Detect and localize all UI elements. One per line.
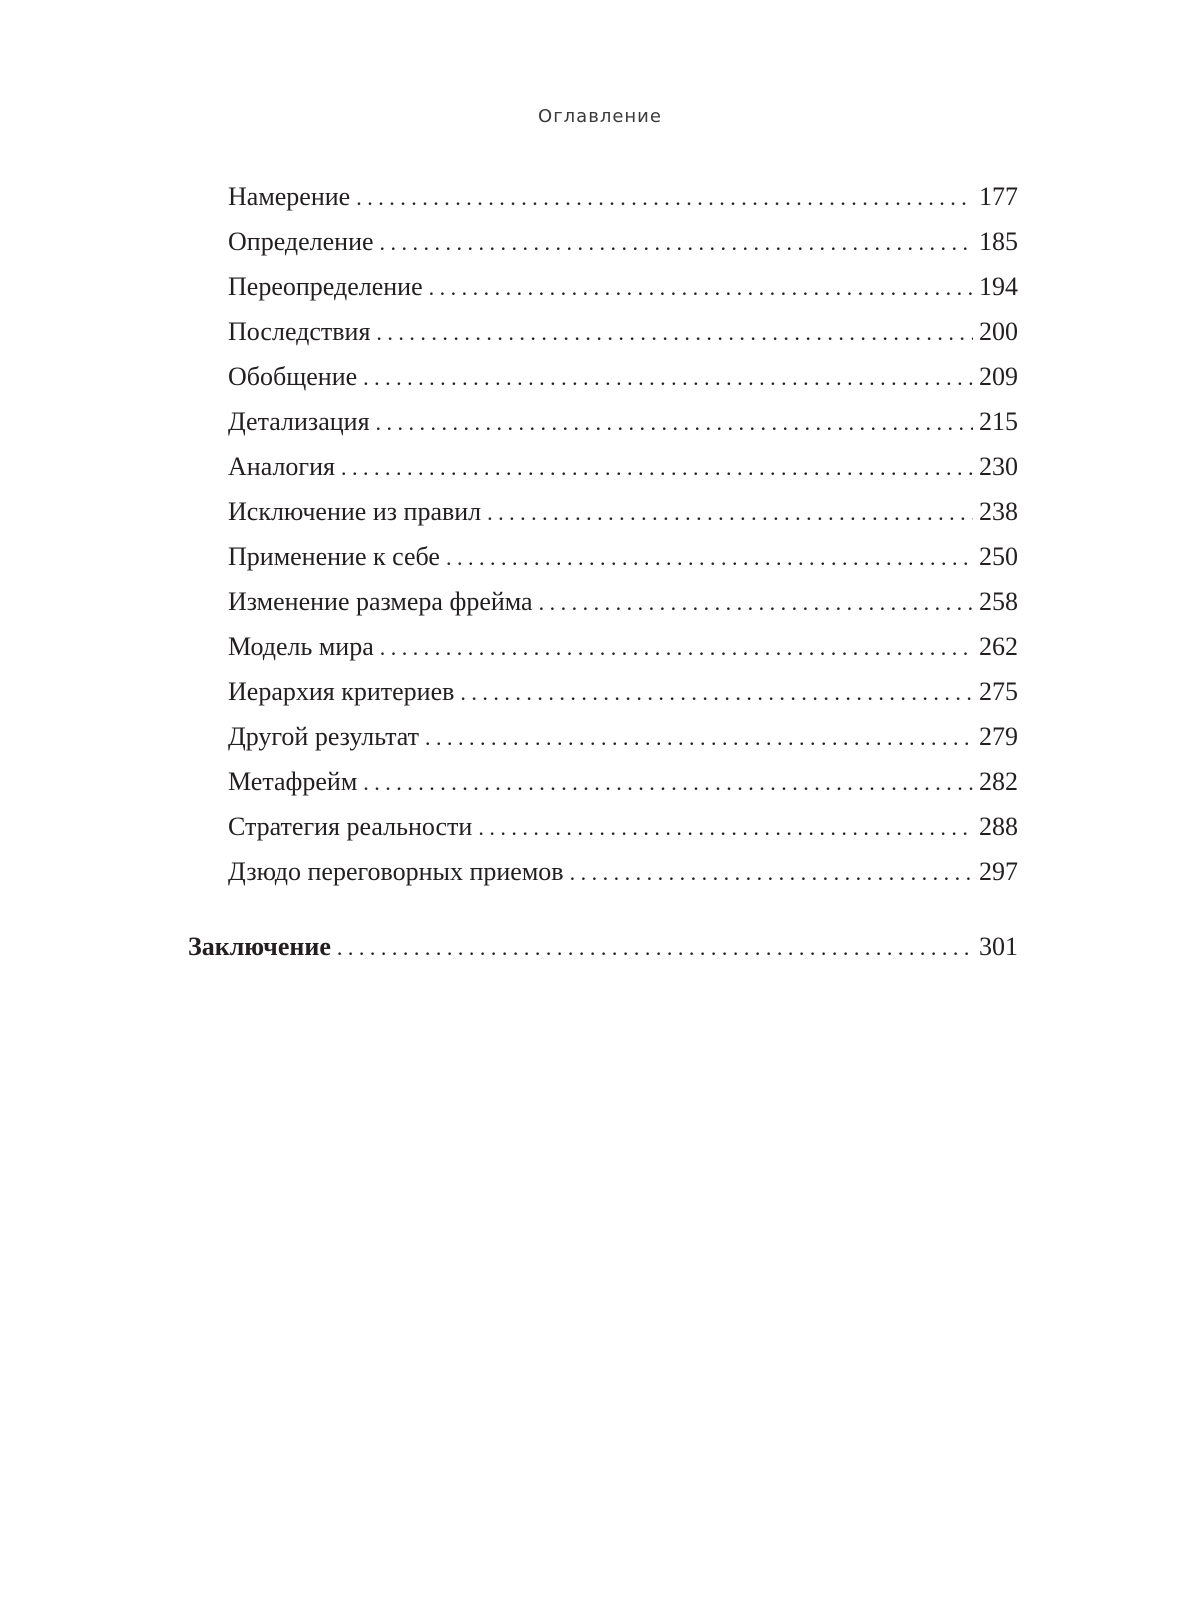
dot-leader (570, 857, 973, 888)
toc-entry[interactable] (228, 542, 1018, 573)
dot-leader (425, 722, 973, 753)
toc-entry-title: Намерение (228, 182, 351, 211)
toc-entry[interactable] (228, 272, 1018, 303)
toc-entry[interactable] (228, 812, 1018, 843)
toc-entry[interactable] (228, 767, 1018, 798)
dot-leader (478, 812, 973, 843)
toc-entry-page: 209 (979, 362, 1018, 391)
dot-leader (446, 542, 973, 573)
dot-leader (376, 317, 973, 348)
toc-entry-title: Другой результат (228, 722, 420, 751)
toc-entry[interactable] (228, 407, 1018, 438)
toc-entry[interactable] (228, 632, 1018, 663)
toc-entry-page: 194 (979, 272, 1018, 301)
toc-entry-title: Иерархия критериев (228, 677, 455, 706)
running-header: Оглавление (538, 106, 662, 127)
toc-entry[interactable] (228, 497, 1018, 528)
toc-entry[interactable] (228, 857, 1018, 888)
toc-entry[interactable] (228, 362, 1018, 393)
toc-entry-page: 275 (979, 677, 1018, 706)
toc-entry-page: 215 (979, 407, 1018, 436)
toc-entry-page: 250 (979, 542, 1018, 571)
toc-entry-title: Модель мира (228, 632, 374, 661)
toc-entry[interactable] (228, 227, 1018, 258)
toc-entry-conclusion[interactable] (188, 932, 1018, 963)
dot-leader (363, 767, 973, 798)
toc-entry-page: 297 (979, 857, 1018, 886)
toc-entry-title: Исключение из правил (228, 497, 482, 526)
dot-leader (460, 677, 973, 708)
toc-entry[interactable] (228, 722, 1018, 753)
toc-entry[interactable] (228, 587, 1018, 618)
dot-leader (363, 362, 973, 393)
toc-entry-title: Обобщение (228, 362, 358, 391)
toc-entry[interactable] (228, 677, 1018, 708)
toc-entry-page: 258 (979, 587, 1018, 616)
toc-entry-title: Определение (228, 227, 374, 256)
toc-entry-title: Дзюдо переговорных приемов (228, 857, 564, 886)
dot-leader (380, 632, 973, 663)
toc-entry-title: Аналогия (228, 452, 335, 481)
toc-entry-title: Метафрейм (228, 767, 358, 796)
toc-entry-title: Детализация (228, 407, 370, 436)
dot-leader (539, 587, 973, 618)
toc-entry-title: Применение к себе (228, 542, 440, 571)
dot-leader (380, 227, 973, 258)
toc-entry-page: 238 (979, 497, 1018, 526)
toc-entry[interactable] (228, 452, 1018, 483)
toc-entry-page: 301 (979, 932, 1018, 961)
toc-entry[interactable] (228, 182, 1018, 213)
toc-entry-page: 279 (979, 722, 1018, 751)
toc-entry-page: 185 (979, 227, 1018, 256)
toc-entry-page: 262 (979, 632, 1018, 661)
toc-entry-page: 230 (979, 452, 1018, 481)
dot-leader (487, 497, 973, 528)
toc-entry-title: Переопределение (228, 272, 423, 301)
dot-leader (341, 452, 973, 483)
toc-entry-title: Последствия (228, 317, 371, 346)
toc-entry-page: 282 (979, 767, 1018, 796)
dot-leader (376, 407, 973, 438)
toc-entry-title: Заключение (188, 932, 331, 961)
dot-leader (356, 182, 973, 213)
dot-leader (337, 932, 973, 963)
toc-entry[interactable] (228, 317, 1018, 348)
dot-leader (429, 272, 973, 303)
toc-entry-page: 200 (979, 317, 1018, 346)
toc-entry-title: Изменение размера фрейма (228, 587, 533, 616)
toc-entry-page: 177 (979, 182, 1018, 211)
toc-entry-page: 288 (979, 812, 1018, 841)
toc-entry-title: Стратегия реальности (228, 812, 473, 841)
